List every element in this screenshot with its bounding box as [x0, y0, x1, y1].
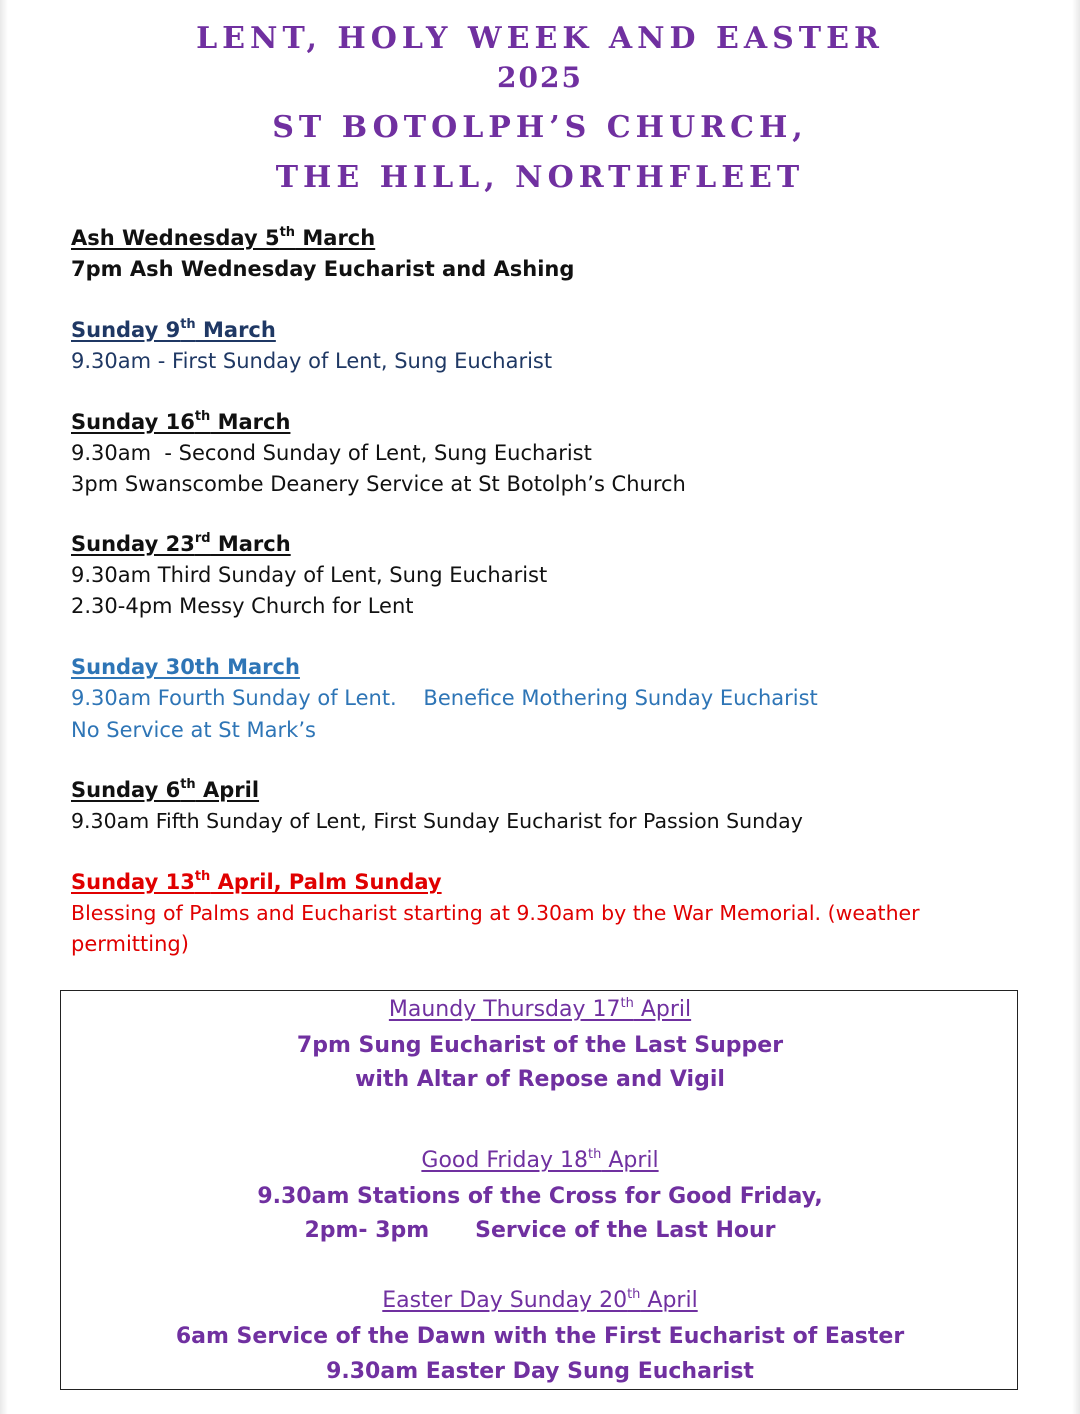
maundy-thursday-line-2: with Altar of Repose and Vigil: [355, 1067, 725, 1092]
good-friday-line-2: 2pm- 3pm Service of the Last Hour: [304, 1218, 776, 1243]
sunday-23-march-line-2: 2.30-4pm Messy Church for Lent: [71, 594, 414, 618]
maundy-thursday-heading: Maundy Thursday 17th April: [388, 996, 692, 1022]
sunday-6-april-line-1: 9.30am Fifth Sunday of Lent, First Sunday Eucharist for Passion Sunday: [71, 809, 803, 833]
title-line-3: ST BOTOLPH’S CHURCH,: [272, 110, 808, 145]
sunday-30-march-line-1: 9.30am Fourth Sunday of Lent. Benefice Mothering Sunday Eucharist: [71, 686, 818, 710]
sunday-16-march-line-2: 3pm Swanscombe Deanery Service at St Botolph’s Church: [71, 472, 686, 496]
sunday-16-march-heading: Sunday 16th March: [71, 409, 291, 434]
sunday-30-march-heading: Sunday 30th March: [71, 655, 300, 679]
title-line-1: LENT, HOLY WEEK AND EASTER: [196, 21, 884, 56]
ash-wednesday-line-1: 7pm Ash Wednesday Eucharist and Ashing: [71, 257, 575, 281]
easter-day-line-2: 9.30am Easter Day Sung Eucharist: [326, 1359, 754, 1384]
sunday-9-march-line-1: 9.30am - First Sunday of Lent, Sung Eucharist: [71, 349, 553, 373]
sunday-16-march-line-1: 9.30am - Second Sunday of Lent, Sung Eucharist: [71, 441, 592, 465]
palm-sunday-heading: Sunday 13th April, Palm Sunday: [71, 869, 442, 894]
palm-sunday-line-1: Blessing of Palms and Eucharist starting at 9.30am by the War Memorial. (weather: [71, 901, 920, 925]
easter-day-heading: Easter Day Sunday 20th April: [382, 1287, 698, 1313]
palm-sunday-line-2: permitting): [71, 932, 189, 956]
sunday-9-march-heading: Sunday 9th March: [71, 317, 276, 342]
sunday-23-march-line-1: 9.30am Third Sunday of Lent, Sung Eucharist: [71, 563, 548, 587]
title-line-4: THE HILL, NORTHFLEET: [275, 160, 805, 195]
good-friday-heading: Good Friday 18th April: [421, 1147, 659, 1173]
sunday-30-march-line-2: No Service at St Mark’s: [71, 718, 316, 742]
sunday-6-april-heading: Sunday 6th April: [71, 777, 260, 802]
easter-day-line-1: 6am Service of the Dawn with the First Eucharist of Easter: [175, 1324, 905, 1349]
sunday-23-march-heading: Sunday 23rd March: [71, 531, 291, 556]
maundy-thursday-line-1: 7pm Sung Eucharist of the Last Supper: [296, 1033, 784, 1058]
title-line-2: 2025: [497, 61, 583, 94]
ash-wednesday-heading: Ash Wednesday 5th March: [71, 225, 376, 250]
good-friday-line-1: 9.30am Stations of the Cross for Good Friday,: [257, 1184, 823, 1209]
